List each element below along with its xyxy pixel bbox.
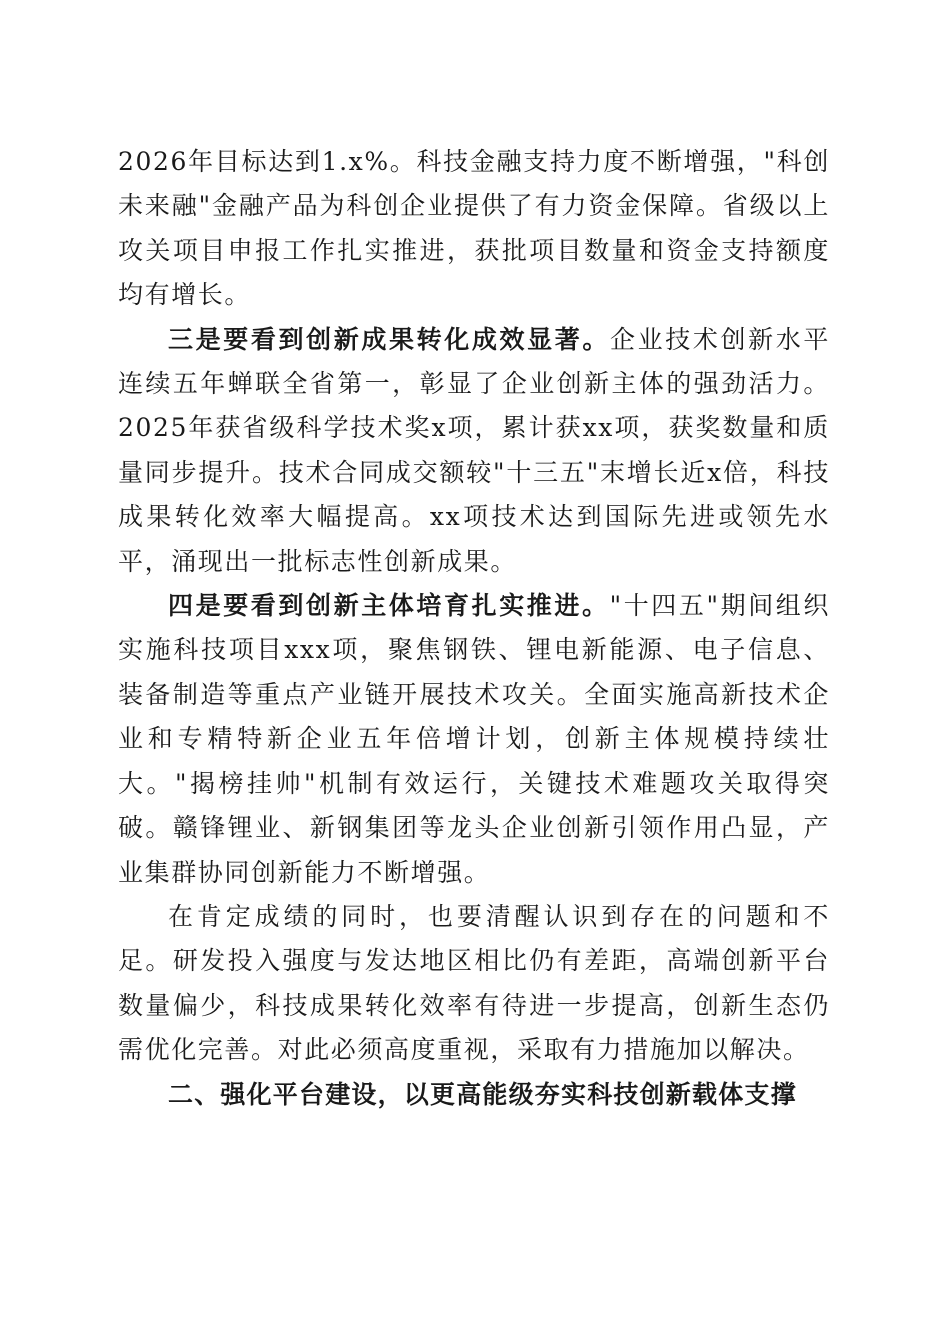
paragraph-lead: 三是要看到创新成果转化成效显著。: [168, 324, 611, 354]
paragraph-innovation-results: [118, 318, 830, 584]
paragraph-body: 在肯定成绩的同时，也要清醒认识到存在的问题和不足。研发投入强度与发达地区相比仍有差距，高端创新平台数量偏少，科技成果转化效率有待进一步提高，创新生态仍需优化完善。对此必须高度重视，采取有力措施加以解决。: [118, 901, 830, 1065]
paragraph-innovation-entities: [118, 584, 830, 895]
paragraph-body: 企业技术创新水平连续五年蝉联全省第一，彰显了企业创新主体的强劲活力。2025年获省级科学技术奖x项，累计获xx项，获奖数量和质量同步提升。技术合同成交额较"十三五"末增长近x倍，科技成果转化效率大幅提高。xx项技术达到国际先进或领先水平，涌现出一批标志性创新成果。: [118, 324, 830, 576]
paragraph-body: "十四五"期间组织实施科技项目xxx项，聚焦钢铁、锂电新能源、电子信息、装备制造等重点产业链开展技术攻关。全面实施高新技术企业和专精特新企业五年倍增计划，创新主体规模持续壮大。"揭榜挂帅"机制有效运行，关键技术难题攻关取得突破。赣锋锂业、新钢集团等龙头企业创新引领作用凸显，产业集群协同创新能力不断增强。: [118, 591, 830, 887]
paragraph-body: 2026年目标达到1.x%。科技金融支持力度不断增强，"科创未来融"金融产品为科创企业提供了有力资金保障。省级以上攻关项目申报工作扎实推进，获批项目数量和资金支持额度均有增长。: [118, 147, 830, 310]
paragraph-lead: 四是要看到创新主体培育扎实推进。: [168, 591, 610, 621]
document-page: [118, 140, 830, 1117]
paragraph-problems: [118, 895, 830, 1073]
paragraph-continuation: [118, 140, 830, 318]
section-heading: 二、强化平台建设，以更高能级夯实科技创新载体支撑: [168, 1079, 797, 1109]
